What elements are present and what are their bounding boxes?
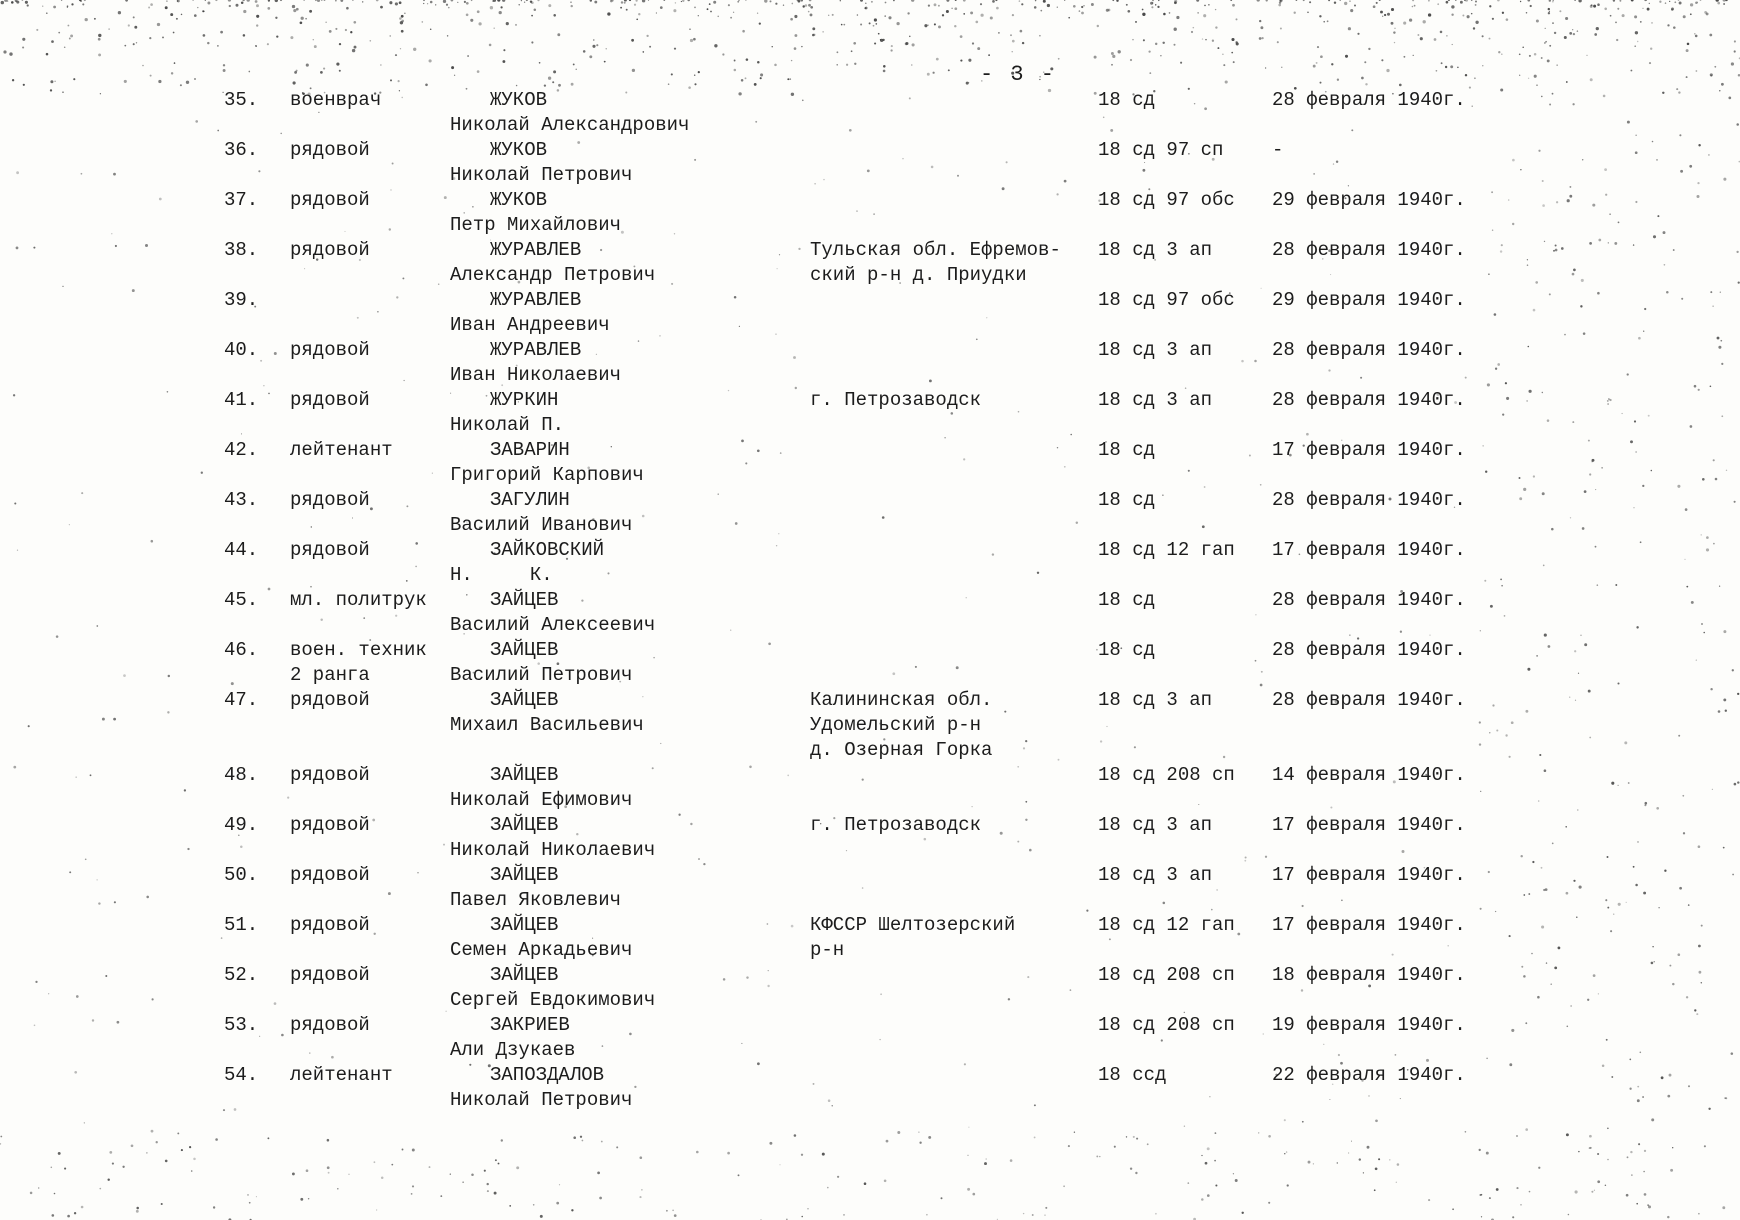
entry-date: 28 февраля 1940г. xyxy=(1272,589,1466,611)
entry-date: 22 февраля 1940г. xyxy=(1272,1064,1466,1086)
entry-birthplace: КФССР Шелтозерский р-н xyxy=(810,914,1016,961)
entry-unit: 18 сд xyxy=(1098,589,1156,611)
entry-date: 18 февраля 1940г. xyxy=(1272,964,1466,986)
entry-surname: ЗАЙЦЕВ xyxy=(490,964,559,986)
entry-rank: рядовой xyxy=(290,389,370,411)
entry-given-name: Н. К. xyxy=(450,564,553,586)
entry-date: 17 февраля 1940г. xyxy=(1272,914,1466,936)
entry-number: 51. xyxy=(224,914,259,936)
entry-number: 47. xyxy=(224,689,259,711)
entry-birthplace: г. Петрозаводск xyxy=(810,814,982,836)
list-entry xyxy=(0,913,1740,963)
entry-number: 41. xyxy=(224,389,259,411)
entry-unit: 18 сд 3 ап xyxy=(1098,689,1213,711)
entry-date: 17 февраля 1940г. xyxy=(1272,864,1466,886)
entry-rank: рядовой xyxy=(290,914,370,936)
entry-rank: рядовой xyxy=(290,964,370,986)
entry-unit: 18 сд 97 сп xyxy=(1098,139,1224,161)
entry-number: 40. xyxy=(224,339,259,361)
entry-unit: 18 сд 3 ап xyxy=(1098,339,1213,361)
entry-date: 28 февраля 1940г. xyxy=(1272,239,1466,261)
entry-given-name: Михаил Васильевич xyxy=(450,714,644,736)
entry-given-name: Петр Михайлович xyxy=(450,214,622,236)
entry-given-name: Александр Петрович xyxy=(450,264,656,286)
entry-surname: ЖУРАВЛЕВ xyxy=(490,339,582,361)
entry-date: 28 февраля 1940г. xyxy=(1272,639,1466,661)
entry-unit: 18 сд 97 обс xyxy=(1098,189,1235,211)
list-entry xyxy=(0,638,1740,688)
entry-unit: 18 сд 3 ап xyxy=(1098,239,1213,261)
entry-given-name: Али Дзукаев xyxy=(450,1039,576,1061)
entry-number: 52. xyxy=(224,964,259,986)
entry-number: 39. xyxy=(224,289,259,311)
entry-given-name: Иван Андреевич xyxy=(450,314,610,336)
entry-rank: военврач xyxy=(290,89,382,111)
list-entry xyxy=(0,438,1740,488)
entry-rank: рядовой xyxy=(290,1014,370,1036)
entry-unit: 18 ссд xyxy=(1098,1064,1167,1086)
entry-given-name: Сергей Евдокимович xyxy=(450,989,656,1011)
list-entry xyxy=(0,538,1740,588)
entry-date: 28 февраля 1940г. xyxy=(1272,489,1466,511)
entry-rank: мл. политрук xyxy=(290,589,427,611)
entry-rank: рядовой xyxy=(290,239,370,261)
entry-surname: ЗАГУЛИН xyxy=(490,489,570,511)
entry-surname: ЗАЙЦЕВ xyxy=(490,764,559,786)
entry-surname: ЗАЙКОВСКИЙ xyxy=(490,539,605,561)
entry-rank: рядовой xyxy=(290,864,370,886)
entry-given-name: Николай Петрович xyxy=(450,164,633,186)
entry-date: - xyxy=(1272,139,1284,161)
list-entry xyxy=(0,88,1740,138)
entry-date: 28 февраля 1940г. xyxy=(1272,89,1466,111)
entry-given-name: Павел Яковлевич xyxy=(450,889,622,911)
list-entry xyxy=(0,688,1740,763)
list-entry xyxy=(0,763,1740,813)
page-number: - 3 - xyxy=(980,62,1057,87)
entry-rank: рядовой xyxy=(290,489,370,511)
entry-number: 48. xyxy=(224,764,259,786)
entry-number: 46. xyxy=(224,639,259,661)
entry-unit: 18 сд xyxy=(1098,89,1156,111)
entry-unit: 18 сд 208 сп xyxy=(1098,764,1235,786)
entry-rank: рядовой xyxy=(290,339,370,361)
list-entry xyxy=(0,963,1740,1013)
entry-rank: рядовой xyxy=(290,814,370,836)
entry-rank: рядовой xyxy=(290,764,370,786)
entry-surname: ЗАКРИЕВ xyxy=(490,1014,570,1036)
entry-number: 43. xyxy=(224,489,259,511)
list-entry xyxy=(0,588,1740,638)
list-entry xyxy=(0,388,1740,438)
entry-surname: ЗАЙЦЕВ xyxy=(490,589,559,611)
list-entry xyxy=(0,1063,1740,1113)
entry-given-name: Николай Ефимович xyxy=(450,789,633,811)
entry-unit: 18 сд 97 обс xyxy=(1098,289,1235,311)
casualty-list xyxy=(0,88,1740,1113)
entry-surname: ЗАЙЦЕВ xyxy=(490,814,559,836)
entry-surname: ЗАПОЗДАЛОВ xyxy=(490,1064,605,1086)
entry-surname: ЖУКОВ xyxy=(490,189,548,211)
entry-rank: воен. техник 2 ранга xyxy=(290,639,427,686)
entry-rank: лейтенант xyxy=(290,1064,393,1086)
list-entry xyxy=(0,488,1740,538)
entry-date: 17 февраля 1940г. xyxy=(1272,814,1466,836)
entry-number: 53. xyxy=(224,1014,259,1036)
entry-number: 36. xyxy=(224,139,259,161)
entry-surname: ЗАЙЦЕВ xyxy=(490,914,559,936)
entry-rank: рядовой xyxy=(290,689,370,711)
entry-given-name: Николай Петрович xyxy=(450,1089,633,1111)
entry-number: 45. xyxy=(224,589,259,611)
list-entry xyxy=(0,238,1740,288)
entry-unit: 18 сд xyxy=(1098,639,1156,661)
entry-unit: 18 сд xyxy=(1098,439,1156,461)
entry-number: 37. xyxy=(224,189,259,211)
entry-date: 17 февраля 1940г. xyxy=(1272,539,1466,561)
entry-date: 17 февраля 1940г. xyxy=(1272,439,1466,461)
list-entry xyxy=(0,188,1740,238)
entry-surname: ЗАЙЦЕВ xyxy=(490,864,559,886)
entry-surname: ЗАВАРИН xyxy=(490,439,570,461)
entry-unit: 18 сд 3 ап xyxy=(1098,814,1213,836)
list-entry xyxy=(0,813,1740,863)
entry-rank: лейтенант xyxy=(290,439,393,461)
entry-surname: ЖУРКИН xyxy=(490,389,559,411)
entry-given-name: Семен Аркадьевич xyxy=(450,939,633,961)
entry-unit: 18 сд 3 ап xyxy=(1098,864,1213,886)
entry-given-name: Василий Петрович xyxy=(450,664,633,686)
entry-date: 14 февраля 1940г. xyxy=(1272,764,1466,786)
entry-surname: ЗАЙЦЕВ xyxy=(490,689,559,711)
entry-number: 50. xyxy=(224,864,259,886)
entry-surname: ЗАЙЦЕВ xyxy=(490,639,559,661)
entry-unit: 18 сд 208 сп xyxy=(1098,1014,1235,1036)
entry-rank: рядовой xyxy=(290,139,370,161)
entry-surname: ЖУКОВ xyxy=(490,89,548,111)
entry-date: 28 февраля 1940г. xyxy=(1272,339,1466,361)
list-entry xyxy=(0,1013,1740,1063)
entry-number: 49. xyxy=(224,814,259,836)
entry-unit: 18 сд 12 гап xyxy=(1098,914,1235,936)
entry-given-name: Николай Николаевич xyxy=(450,839,656,861)
list-entry xyxy=(0,288,1740,338)
entry-number: 54. xyxy=(224,1064,259,1086)
entry-date: 19 февраля 1940г. xyxy=(1272,1014,1466,1036)
entry-surname: ЖУКОВ xyxy=(490,139,548,161)
entry-given-name: Григорий Карпович xyxy=(450,464,644,486)
entry-rank: рядовой xyxy=(290,539,370,561)
entry-given-name: Николай Александрович xyxy=(450,114,690,136)
entry-rank: рядовой xyxy=(290,189,370,211)
entry-given-name: Василий Иванович xyxy=(450,514,633,536)
list-entry xyxy=(0,863,1740,913)
entry-number: 35. xyxy=(224,89,259,111)
entry-number: 44. xyxy=(224,539,259,561)
entry-number: 42. xyxy=(224,439,259,461)
entry-unit: 18 сд 3 ап xyxy=(1098,389,1213,411)
entry-birthplace: Калининская обл. Удомельский р-н д. Озерная Горка xyxy=(810,689,993,761)
entry-date: 28 февраля 1940г. xyxy=(1272,689,1466,711)
entry-birthplace: г. Петрозаводск xyxy=(810,389,982,411)
entry-surname: ЖУРАВЛЕВ xyxy=(490,289,582,311)
entry-unit: 18 сд 208 сп xyxy=(1098,964,1235,986)
entry-unit: 18 сд 12 гап xyxy=(1098,539,1235,561)
entry-birthplace: Тульская обл. Ефремов- ский р-н д. Приудки xyxy=(810,239,1061,286)
entry-surname: ЖУРАВЛЕВ xyxy=(490,239,582,261)
entry-unit: 18 сд xyxy=(1098,489,1156,511)
entry-given-name: Николай П. xyxy=(450,414,565,436)
entry-date: 28 февраля 1940г. xyxy=(1272,389,1466,411)
entry-date: 29 февраля 1940г. xyxy=(1272,289,1466,311)
entry-date: 29 февраля 1940г. xyxy=(1272,189,1466,211)
list-entry xyxy=(0,138,1740,188)
entry-given-name: Василий Алексеевич xyxy=(450,614,656,636)
entry-number: 38. xyxy=(224,239,259,261)
entry-given-name: Иван Николаевич xyxy=(450,364,622,386)
list-entry xyxy=(0,338,1740,388)
